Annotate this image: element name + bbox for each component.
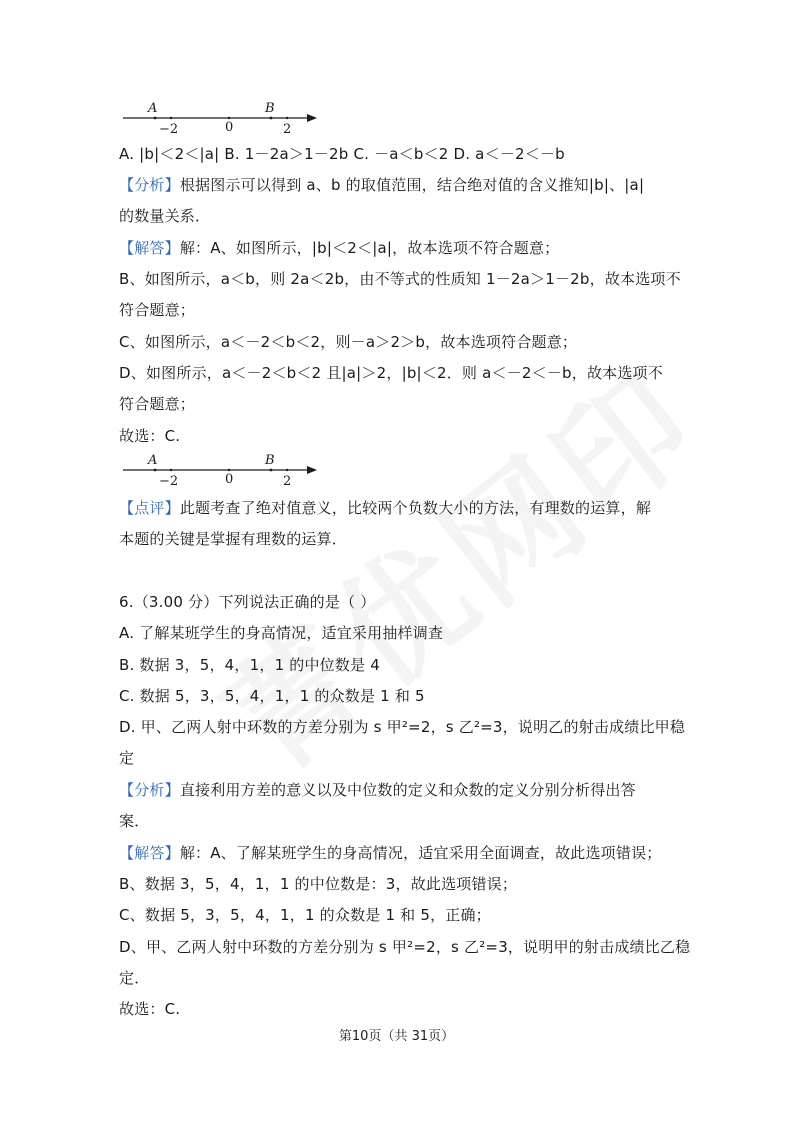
q5-answer-text: 解：A、如图所示，|b|＜2＜|a|，故本选项不符合题意； (179, 239, 560, 257)
analysis-tag: 【分析】 (119, 176, 180, 194)
q6-answer-line-5: 定． (119, 969, 150, 987)
q5-analysis-text: 根据图示可以得到 a、b 的取值范围，结合绝对值的含义推知|b|、|a| (179, 176, 645, 194)
q6-answer-text: 解：A、了解某班学生的身高情况，适宜采用全面调查，故此选项错误； (179, 844, 662, 862)
q6-answer-line-1 (119, 843, 661, 863)
q6-option-d-line-2: 定 (119, 749, 135, 767)
tick-neg2-label: −2 (159, 474, 179, 489)
point-b-label: B (265, 453, 275, 468)
q6-analysis-line-1 (119, 780, 636, 800)
q5-answer-line-5: D、如图所示，a＜－2＜b＜2 且|a|＞2，|b|＜2．则 a＜－2＜－b，故本选项不 (119, 364, 663, 382)
tick-0-label: 0 (225, 472, 234, 487)
tick-neg2-label: −2 (159, 122, 179, 137)
answer-tag: 【解答】 (119, 844, 180, 862)
point-b-label: B (265, 101, 275, 116)
q6-option-a: A. 了解某班学生的身高情况，适宜采用抽样调查 (119, 624, 444, 642)
q6-option-c: C. 数据 5，3，5，4，1，1 的众数是 1 和 5 (119, 687, 425, 705)
answer-tag: 【解答】 (119, 239, 180, 257)
q5-analysis-line-2: 的数量关系． (119, 207, 211, 225)
q5-answer-line-3: 符合题意； (119, 301, 196, 319)
q5-comment-line-1 (119, 498, 651, 518)
number-line-figure-2 (119, 448, 329, 492)
q5-options: A. |b|＜2＜|a| B. 1－2a＞1－2b C. －a＜b＜2 D. a＜－2＜－b (119, 145, 565, 163)
q6-answer-line-3: C、数据 5，3，5，4，1，1 的众数是 1 和 5，正确； (119, 906, 491, 924)
q6-option-d-line-1: D. 甲、乙两人射中环数的方差分别为 s 甲²=2，s 乙²=3，说明乙的射击成绩比甲稳 (119, 718, 686, 736)
q6-answer-line-2: B、数据 3，5，4，1，1 的中位数是：3，故此选项错误； (119, 875, 518, 893)
q6-option-b: B. 数据 3，5，4，1，1 的中位数是 4 (119, 656, 380, 674)
q6-stem: 6.（3.00 分）下列说法正确的是（ ） (119, 593, 376, 611)
tick-0-label: 0 (225, 120, 234, 135)
page-footer: 第10页（共 31页） (338, 1029, 455, 1044)
q6-analysis-line-2: 案． (119, 812, 150, 830)
analysis-tag: 【分析】 (119, 781, 180, 799)
q5-answer-line-1 (119, 238, 559, 258)
q5-answer-line-2: B、如图所示，a＜b，则 2a＜2b，由不等式的性质知 1－2a＞1－2b，故本选项不 (119, 270, 681, 288)
q5-choose: 故选：C. (119, 427, 181, 445)
q5-comment-line-2: 本题的关键是掌握有理数的运算． (119, 530, 348, 548)
q5-answer-line-4: C、如图所示，a＜－2＜b＜2，则－a＞2＞b，故本选项符合题意； (119, 333, 578, 351)
tick-2-label: 2 (283, 474, 292, 489)
point-a-label: A (148, 453, 158, 468)
q5-analysis-line-1 (119, 175, 644, 195)
q6-choose: 故选：C. (119, 1000, 181, 1018)
q6-analysis-text: 直接利用方差的意义以及中位数的定义和众数的定义分别分析得出答 (179, 781, 636, 799)
q5-comment-text: 此题考查了绝对值意义，比较两个负数大小的方法，有理数的运算，解 (179, 499, 652, 517)
number-line-figure (119, 96, 329, 140)
tick-2-label: 2 (283, 122, 292, 137)
q6-answer-line-4: D、甲、乙两人射中环数的方差分别为 s 甲²=2，s 乙²=3，说明甲的射击成绩比乙稳 (119, 938, 691, 956)
q5-answer-line-6: 符合题意； (119, 395, 196, 413)
point-a-label: A (148, 101, 158, 116)
comment-tag: 【点评】 (119, 499, 180, 517)
